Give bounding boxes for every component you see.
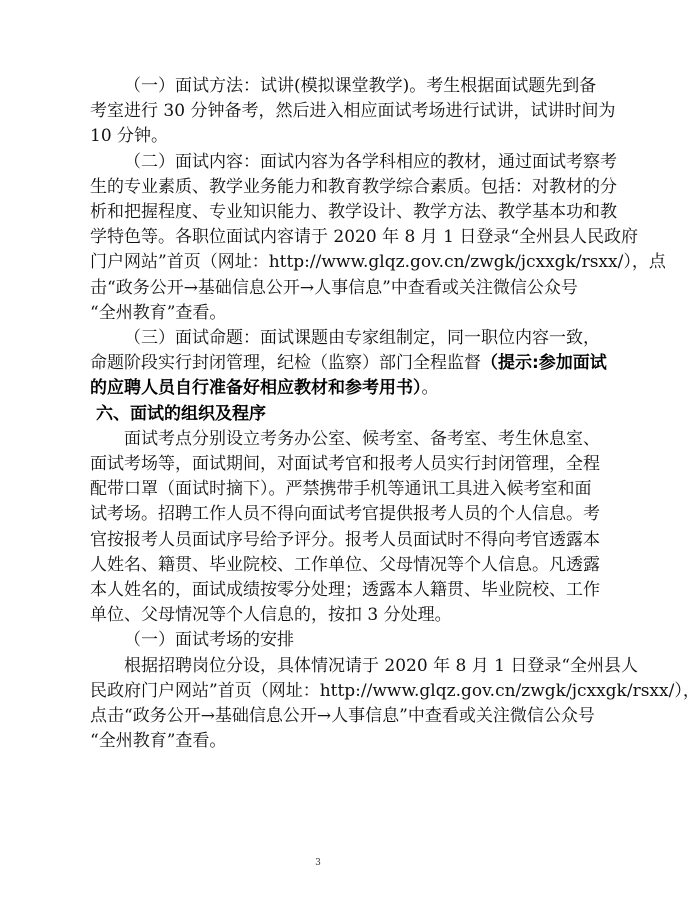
para-content-line-1: （二）面试内容：面试内容为各学科相应的教材，通过面试考察考 [124,151,617,172]
para-content-line-5: 门户网站”首页（网址：http://www.glqz.gov.cn/zwgk/jcxxgk/rsxx/），点 [90,252,666,273]
para-method-line-2: 考室进行 30 分钟备考，然后进入相应面试考场进行试讲，试讲时间为 [90,101,616,122]
para-venue-line-4: “全州教育”查看。 [90,731,227,752]
para-content-line-6: 击“政务公开→基础信息公开→人事信息”中查看或关注微信公众号 [90,277,578,298]
para-topic-end: 。 [421,378,439,399]
para-topic-text: 命题阶段实行封闭管理，纪检（监察）部门全程监督 [90,353,481,374]
para-org-line-8: 单位、父母情况等个人信息的，按扣 3 分处理。 [90,605,452,626]
para-venue-line-2: 民政府门户网站”首页（网址：http://www.glqz.gov.cn/zwgk/jcxxgk/rsxx/）， [90,680,700,701]
para-content-line-2: 生的专业素质、教学业务能力和教育教学综合素质。包括：对教材的分 [90,176,617,197]
para-org-line-7: 本人姓名的，面试成绩按零分处理；透露本人籍贯、毕业院校、工作 [90,580,600,600]
para-org-line-3: 配带口罩（面试时摘下）。严禁携带手机等通讯工具进入候考室和面 [90,479,592,500]
para-org-line-2: 面试考场等，面试期间，对面试考官和报考人员实行封闭管理，全程 [90,454,600,474]
para-org-line-4: 试考场。招聘工作人员不得向面试考官提供报考人员的个人信息。考 [90,504,600,525]
para-topic-line-2 [90,353,607,374]
para-venue-line-1: 根据招聘岗位分设，具体情况请于 2020 年 8 月 1 日登录“全州县人 [124,655,639,676]
page-number: 3 [315,858,321,868]
para-content-line-4: 学特色等。各职位面试内容请于 2020 年 8 月 1 日登录“全州县人民政府 [90,227,639,248]
para-org-line-6: 人姓名、籍贯、毕业院校、工作单位、父母情况等个人信息。凡透露 [90,554,600,575]
subheading-venue: （一）面试考场的安排 [124,630,294,651]
section-heading-six: 六、面试的组织及程序 [96,403,266,424]
para-content-line-3: 析和把握程度、专业知识能力、教学设计、教学方法、教学基本功和教 [90,202,617,222]
para-topic-tip-cont: 的应聘人员自行准备好相应教材和参考用书） [90,378,422,399]
para-org-line-1: 面试考点分别设立考务办公室、候考室、备考室、考生休息室、 [124,428,600,449]
para-venue-line-3: 点击“政务公开→基础信息公开→人事信息”中查看或关注微信公众号 [90,706,595,726]
para-content-line-7: “全州教育”查看。 [90,302,227,323]
para-topic-tip: （提示:参加面试 [481,353,607,374]
para-topic-line-3 [90,378,550,398]
para-method-line-3: 10 分钟。 [90,126,169,147]
para-topic-line-1: （三）面试命题：面试课题由专家组制定，同一职位内容一致， [124,328,600,348]
para-method-line-1: （一）面试方法：试讲(模拟课堂教学)。考生根据面试题先到备 [124,76,597,96]
para-org-line-5: 官按报考人员面试序号给予评分。报考人员面试时不得向考官透露本 [90,529,600,550]
